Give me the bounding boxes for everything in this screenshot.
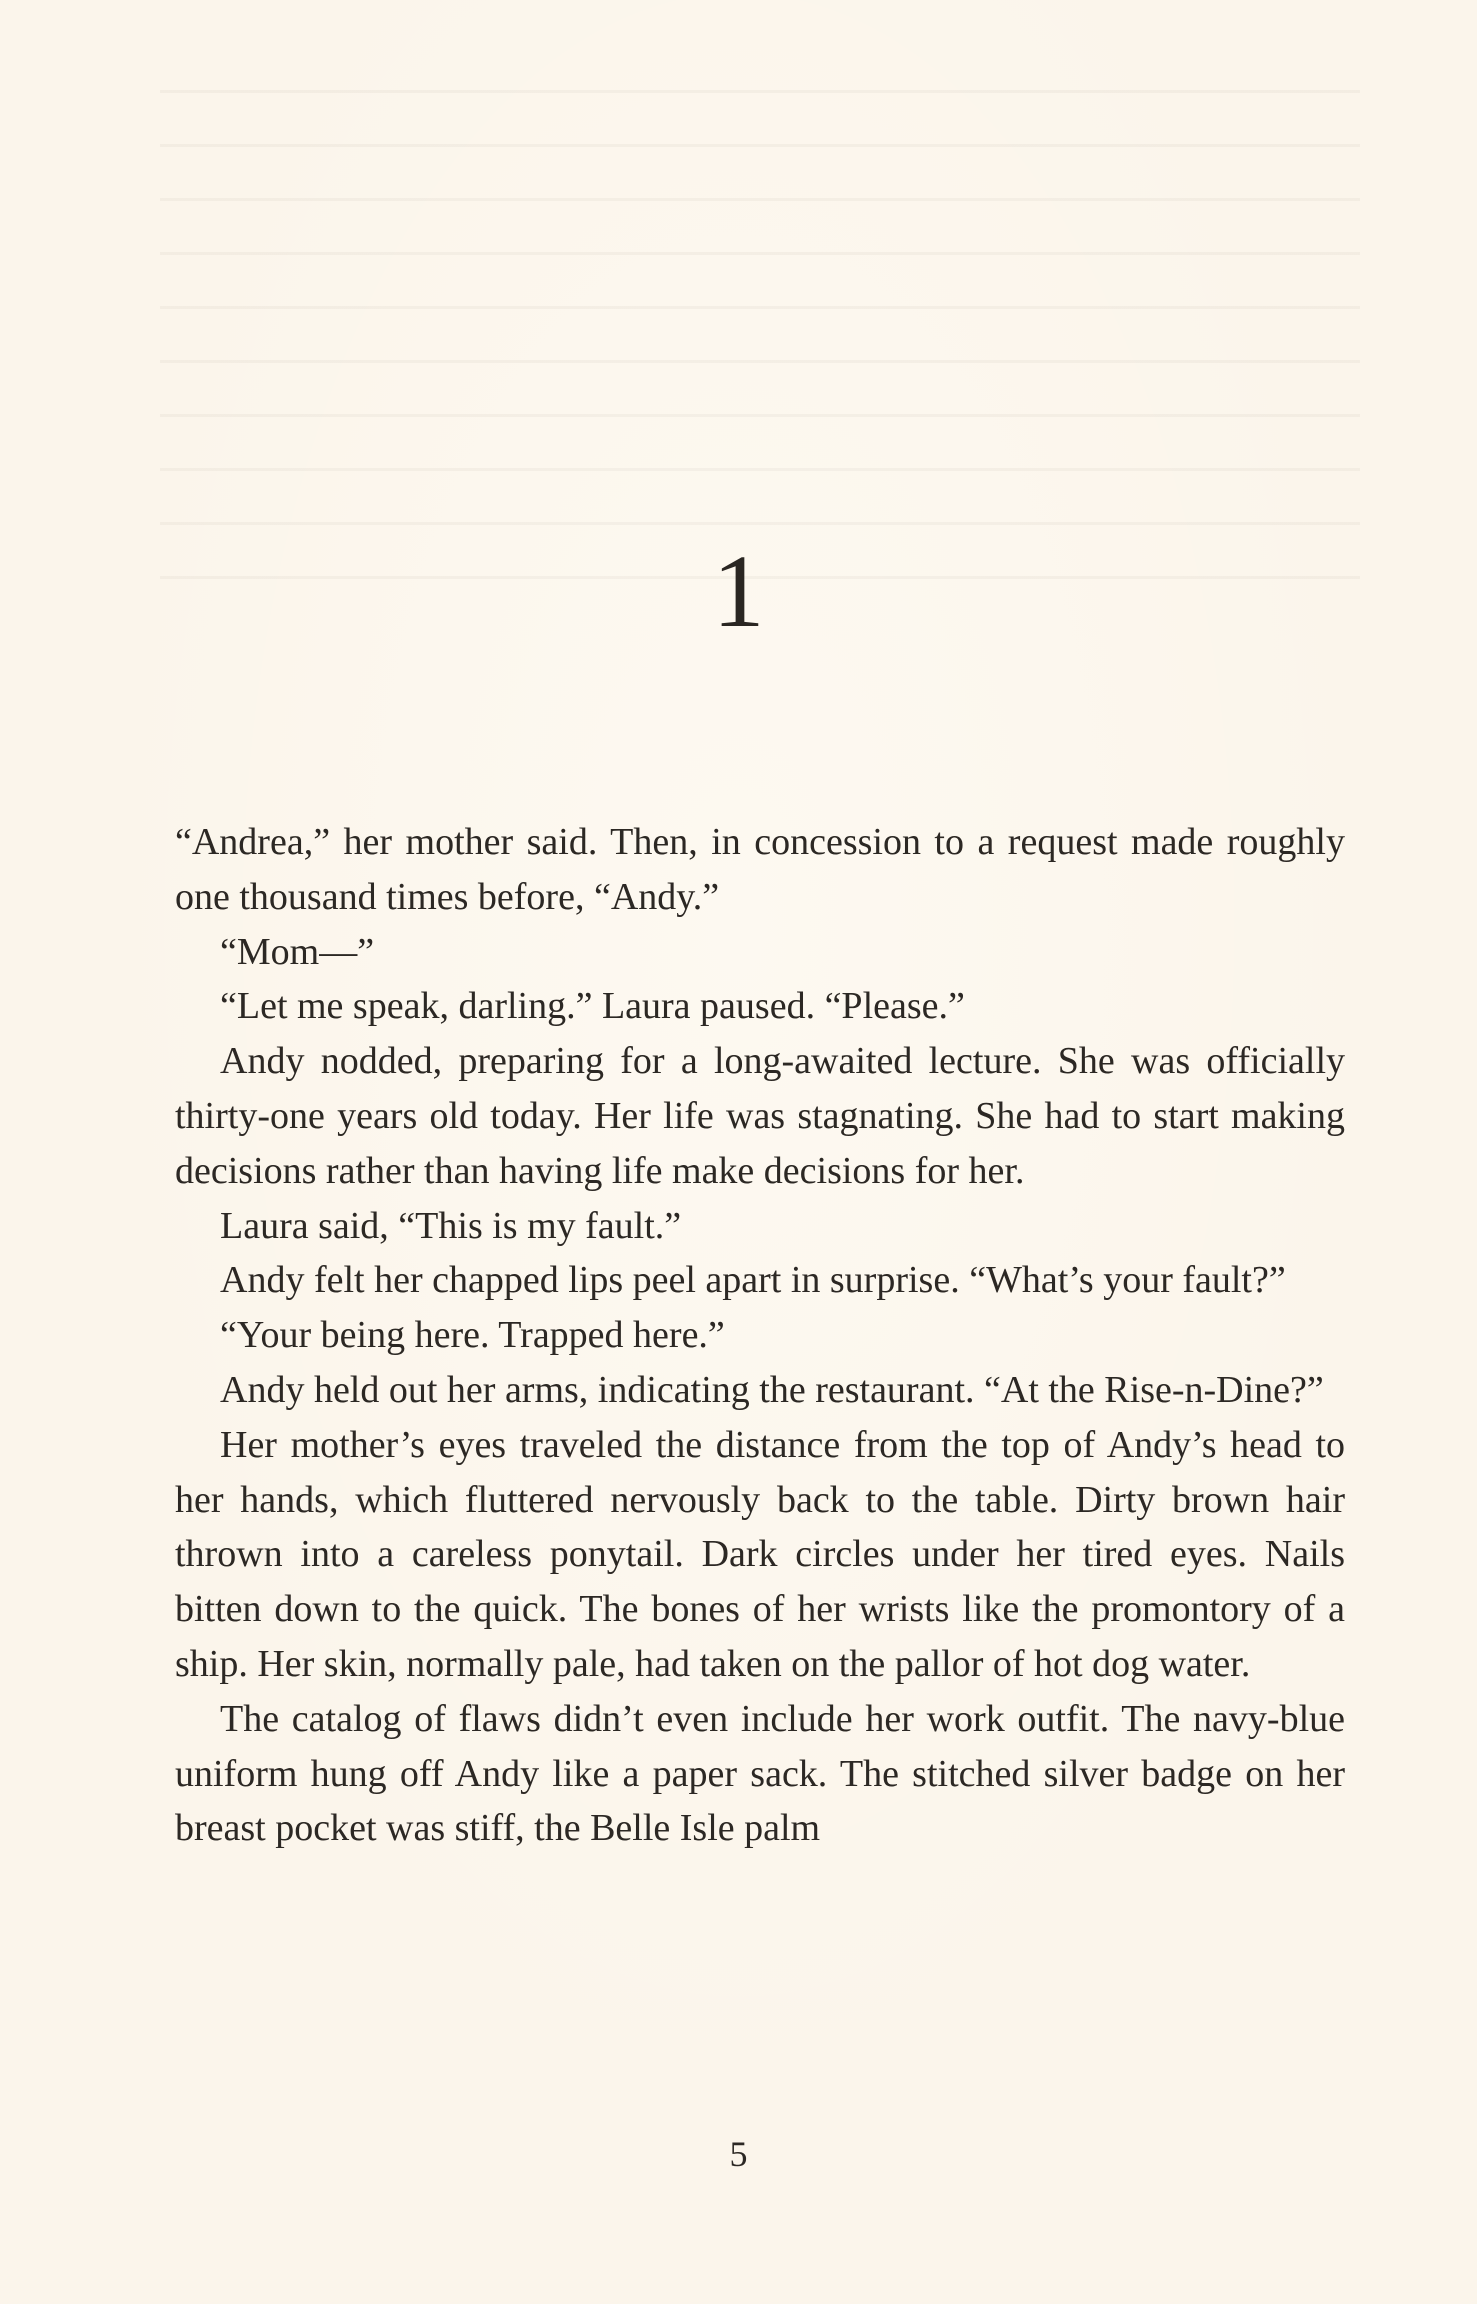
chapter-body xyxy=(175,815,1345,1856)
paragraph: Her mother’s eyes traveled the distance from the top of Andy’s head to her hands, which fluttered nervously back to the table. Dirty brown hair thrown into a careless ponytail. Dark circles under her tired eyes. Nails bitten down to the quick. The bones of her wrists like the promontory of a ship. Her skin, normally pale, had taken on the pallor of hot dog water. xyxy=(175,1423,1345,1685)
paragraph: Andy nodded, preparing for a long-awaited lecture. She was officially thirty-one years old today. Her life was stagnating. She had to start making decisions rather than having life make decisions for her. xyxy=(175,1040,1345,1192)
page-number: 5 xyxy=(729,2134,748,2174)
paragraph: “Let me speak, darling.” Laura paused. “Please.” xyxy=(220,985,965,1028)
paragraph: The catalog of flaws didn’t even include her work outfit. The navy-blue uniform hung off Andy like a paper sack. The stitched silver badge on her breast pocket was stiff, the Belle Isle palm xyxy=(175,1697,1345,1850)
show-through-text xyxy=(160,90,1360,590)
paragraph: “Mom—” xyxy=(220,930,375,973)
paragraph: Laura said, “This is my fault.” xyxy=(220,1204,682,1247)
paragraph: Andy felt her chapped lips peel apart in surprise. “What’s your fault?” xyxy=(220,1259,1286,1302)
paragraph: Andy held out her arms, indicating the restaurant. “At the Rise-n-Dine?” xyxy=(220,1368,1324,1411)
paragraph: “Your being here. Trapped here.” xyxy=(220,1314,725,1357)
chapter-number: 1 xyxy=(712,534,765,649)
paragraph: “Andrea,” her mother said. Then, in concession to a request made roughly one thousand times before, “Andy.” xyxy=(175,821,1345,918)
